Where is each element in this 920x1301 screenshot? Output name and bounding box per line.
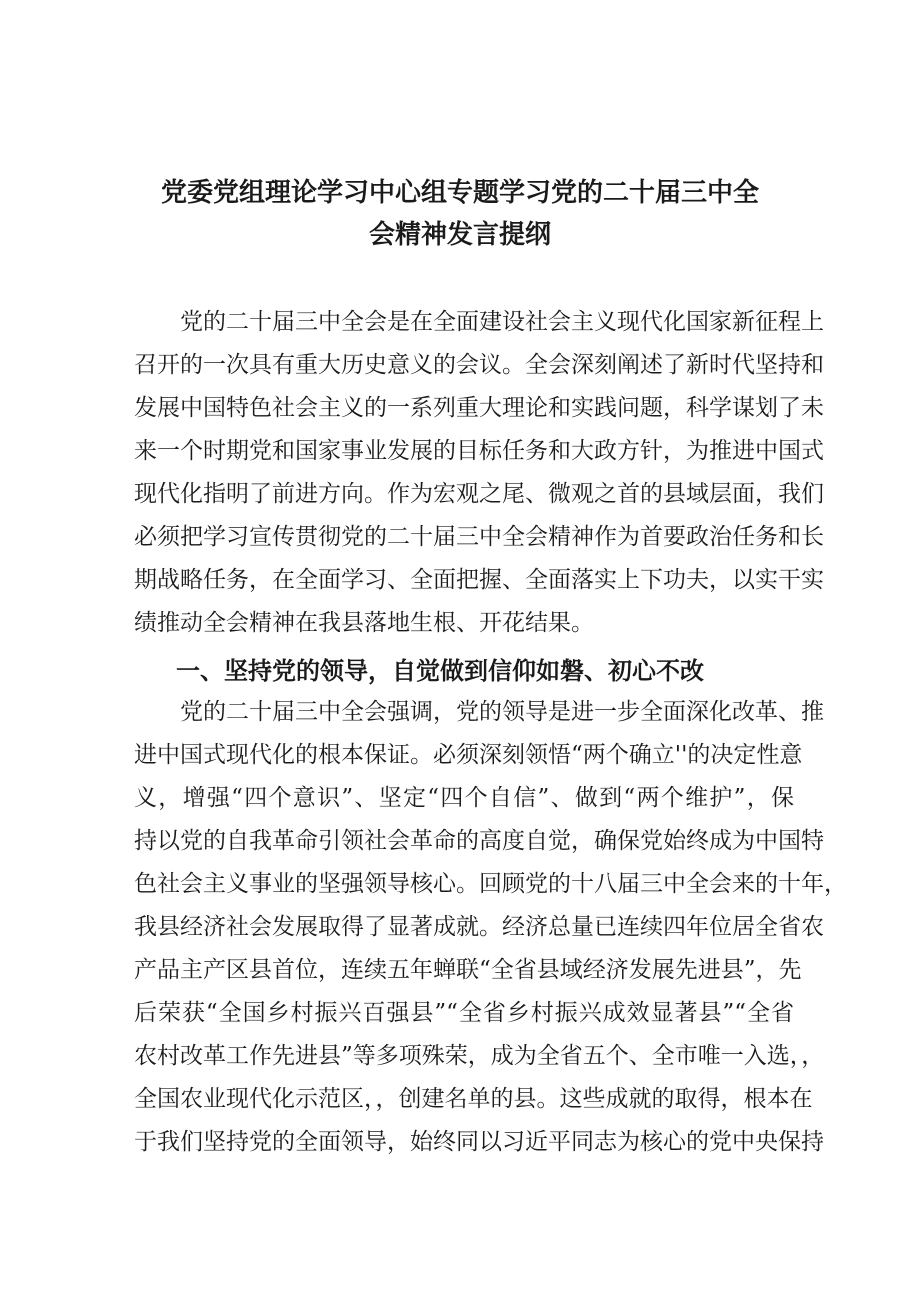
intro-line: 召开的一次具有重大历史意义的会议。全会深刻阐述了新时代坚持和 <box>134 352 824 378</box>
section-1-line: 色社会主义事业的坚强领导核心。回顾党的十八届三中全会来的十年， <box>134 871 847 897</box>
document-title-line-2: 会精神发言提纲 <box>368 220 551 250</box>
intro-line: 来一个时期党和国家事业发展的目标任务和大政方针，为推进中国式 <box>134 438 824 464</box>
intro-line: 现代化指明了前进方向。作为宏观之尾、微观之首的县域层面，我们 <box>134 481 824 507</box>
section-1-line: 农村改革工作先进县”等多项殊荣，成为全省五个、全市唯一入选，， <box>134 1043 825 1069</box>
section-1-line: 全国农业现代化示范区，，创建名单的县。这些成就的取得，根本在 <box>134 1086 813 1112</box>
section-1-line: 后荣获“全国乡村振兴百强县”“全省乡村振兴成效显著县”“全省 <box>134 1000 794 1026</box>
section-heading-1: 一、坚持党的领导，自觉做到信仰如磐、初心不改 <box>176 657 704 685</box>
section-1-line: 我县经济社会发展取得了显著成就。经济总量已连续四年位居全省农 <box>134 914 824 940</box>
section-1-line: 义，增强“四个意识”、坚定“四个自信”、做到“两个维护”，保 <box>134 785 794 811</box>
document-title-line-1: 党委党组理论学习中心组专题学习党的二十届三中全 <box>160 178 759 208</box>
section-1-line: 持以党的自我革命引领社会革命的高度自觉，确保党始终成为中国特 <box>134 828 824 854</box>
intro-line: 党的二十届三中全会是在全面建设社会主义现代化国家新征程上 <box>180 309 824 335</box>
intro-line: 绩推动全会精神在我县落地生根、开花结果。 <box>134 610 594 636</box>
section-1-line: 产品主产区县首位，连续五年蝉联“全省县域经济发展先进县”，先 <box>134 957 802 983</box>
intro-line: 期战略任务，在全面学习、全面把握、全面落实上下功夫，以实干实 <box>134 567 824 593</box>
section-1-line: 于我们坚持党的全面领导，始终同以习近平同志为核心的党中央保持 <box>134 1129 824 1155</box>
intro-line: 发展中国特色社会主义的一系列重大理论和实践问题，科学谋划了未 <box>134 395 824 421</box>
intro-line: 必须把学习宣传贯彻党的二十届三中全会精神作为首要政治任务和长 <box>134 524 824 550</box>
section-1-line: 进中国式现代化的根本保证。必须深刻领悟“两个确立''的决定性意 <box>134 742 803 768</box>
section-1-line: 党的二十届三中全会强调，党的领导是进一步全面深化改革、推 <box>180 699 824 725</box>
